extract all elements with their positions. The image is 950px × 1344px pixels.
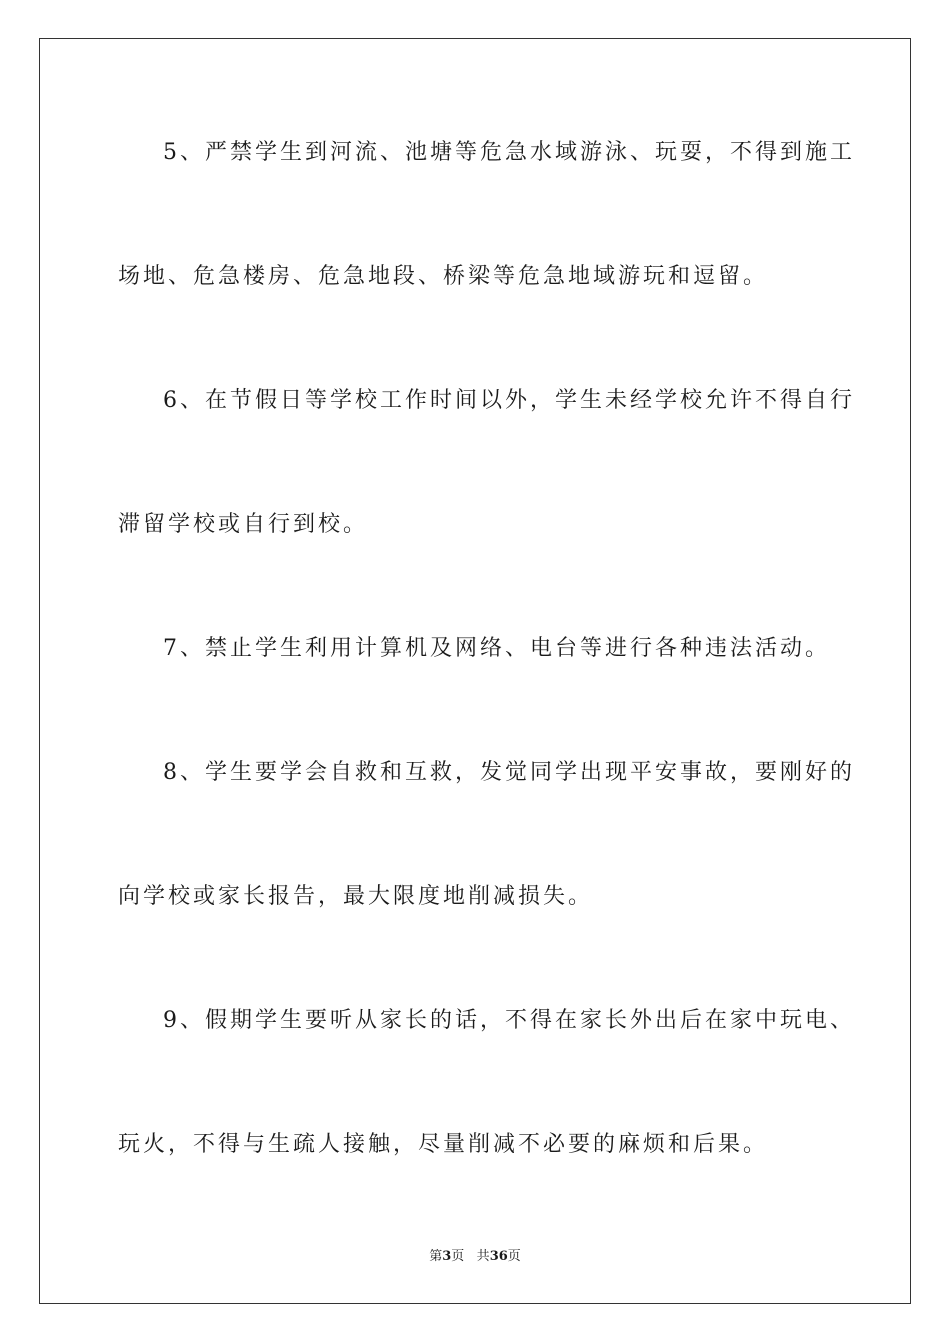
footer-total-suffix: 页 (507, 1249, 521, 1264)
footer-page-number: 3 (442, 1249, 452, 1264)
paragraph-6-line-1: 6、在节假日等学校工作时间以外，学生未经学校允许不得自行 (163, 388, 855, 413)
paragraph-7-line-1: 7、禁止学生利用计算机及网络、电台等进行各种违法活动。 (163, 636, 830, 661)
paragraph-9-line-2: 玩火，不得与生疏人接触，尽量削减不必要的麻烦和后果。 (118, 1132, 769, 1157)
footer-page-suffix: 页 (451, 1249, 465, 1264)
footer-total-pages: 36 (489, 1249, 508, 1264)
paragraph-8-line-2: 向学校或家长报告，最大限度地削减损失。 (118, 884, 594, 909)
paragraph-8-line-1: 8、学生要学会自救和互救，发觉同学出现平安事故，要刚好的 (163, 760, 855, 785)
paragraph-5-line-1: 5、严禁学生到河流、池塘等危急水域游泳、玩耍，不得到施工 (163, 140, 855, 165)
paragraph-5-line-2: 场地、危急楼房、危急地段、桥梁等危急地域游玩和逗留。 (118, 264, 769, 289)
footer-page-prefix: 第 (429, 1249, 443, 1264)
page-frame (39, 38, 911, 1304)
paragraph-9-line-1: 9、假期学生要听从家长的话，不得在家长外出后在家中玩电、 (163, 1008, 855, 1033)
footer-total-prefix: 共 (476, 1249, 490, 1264)
paragraph-6-line-2: 滞留学校或自行到校。 (118, 512, 369, 537)
page-footer (0, 1248, 950, 1266)
